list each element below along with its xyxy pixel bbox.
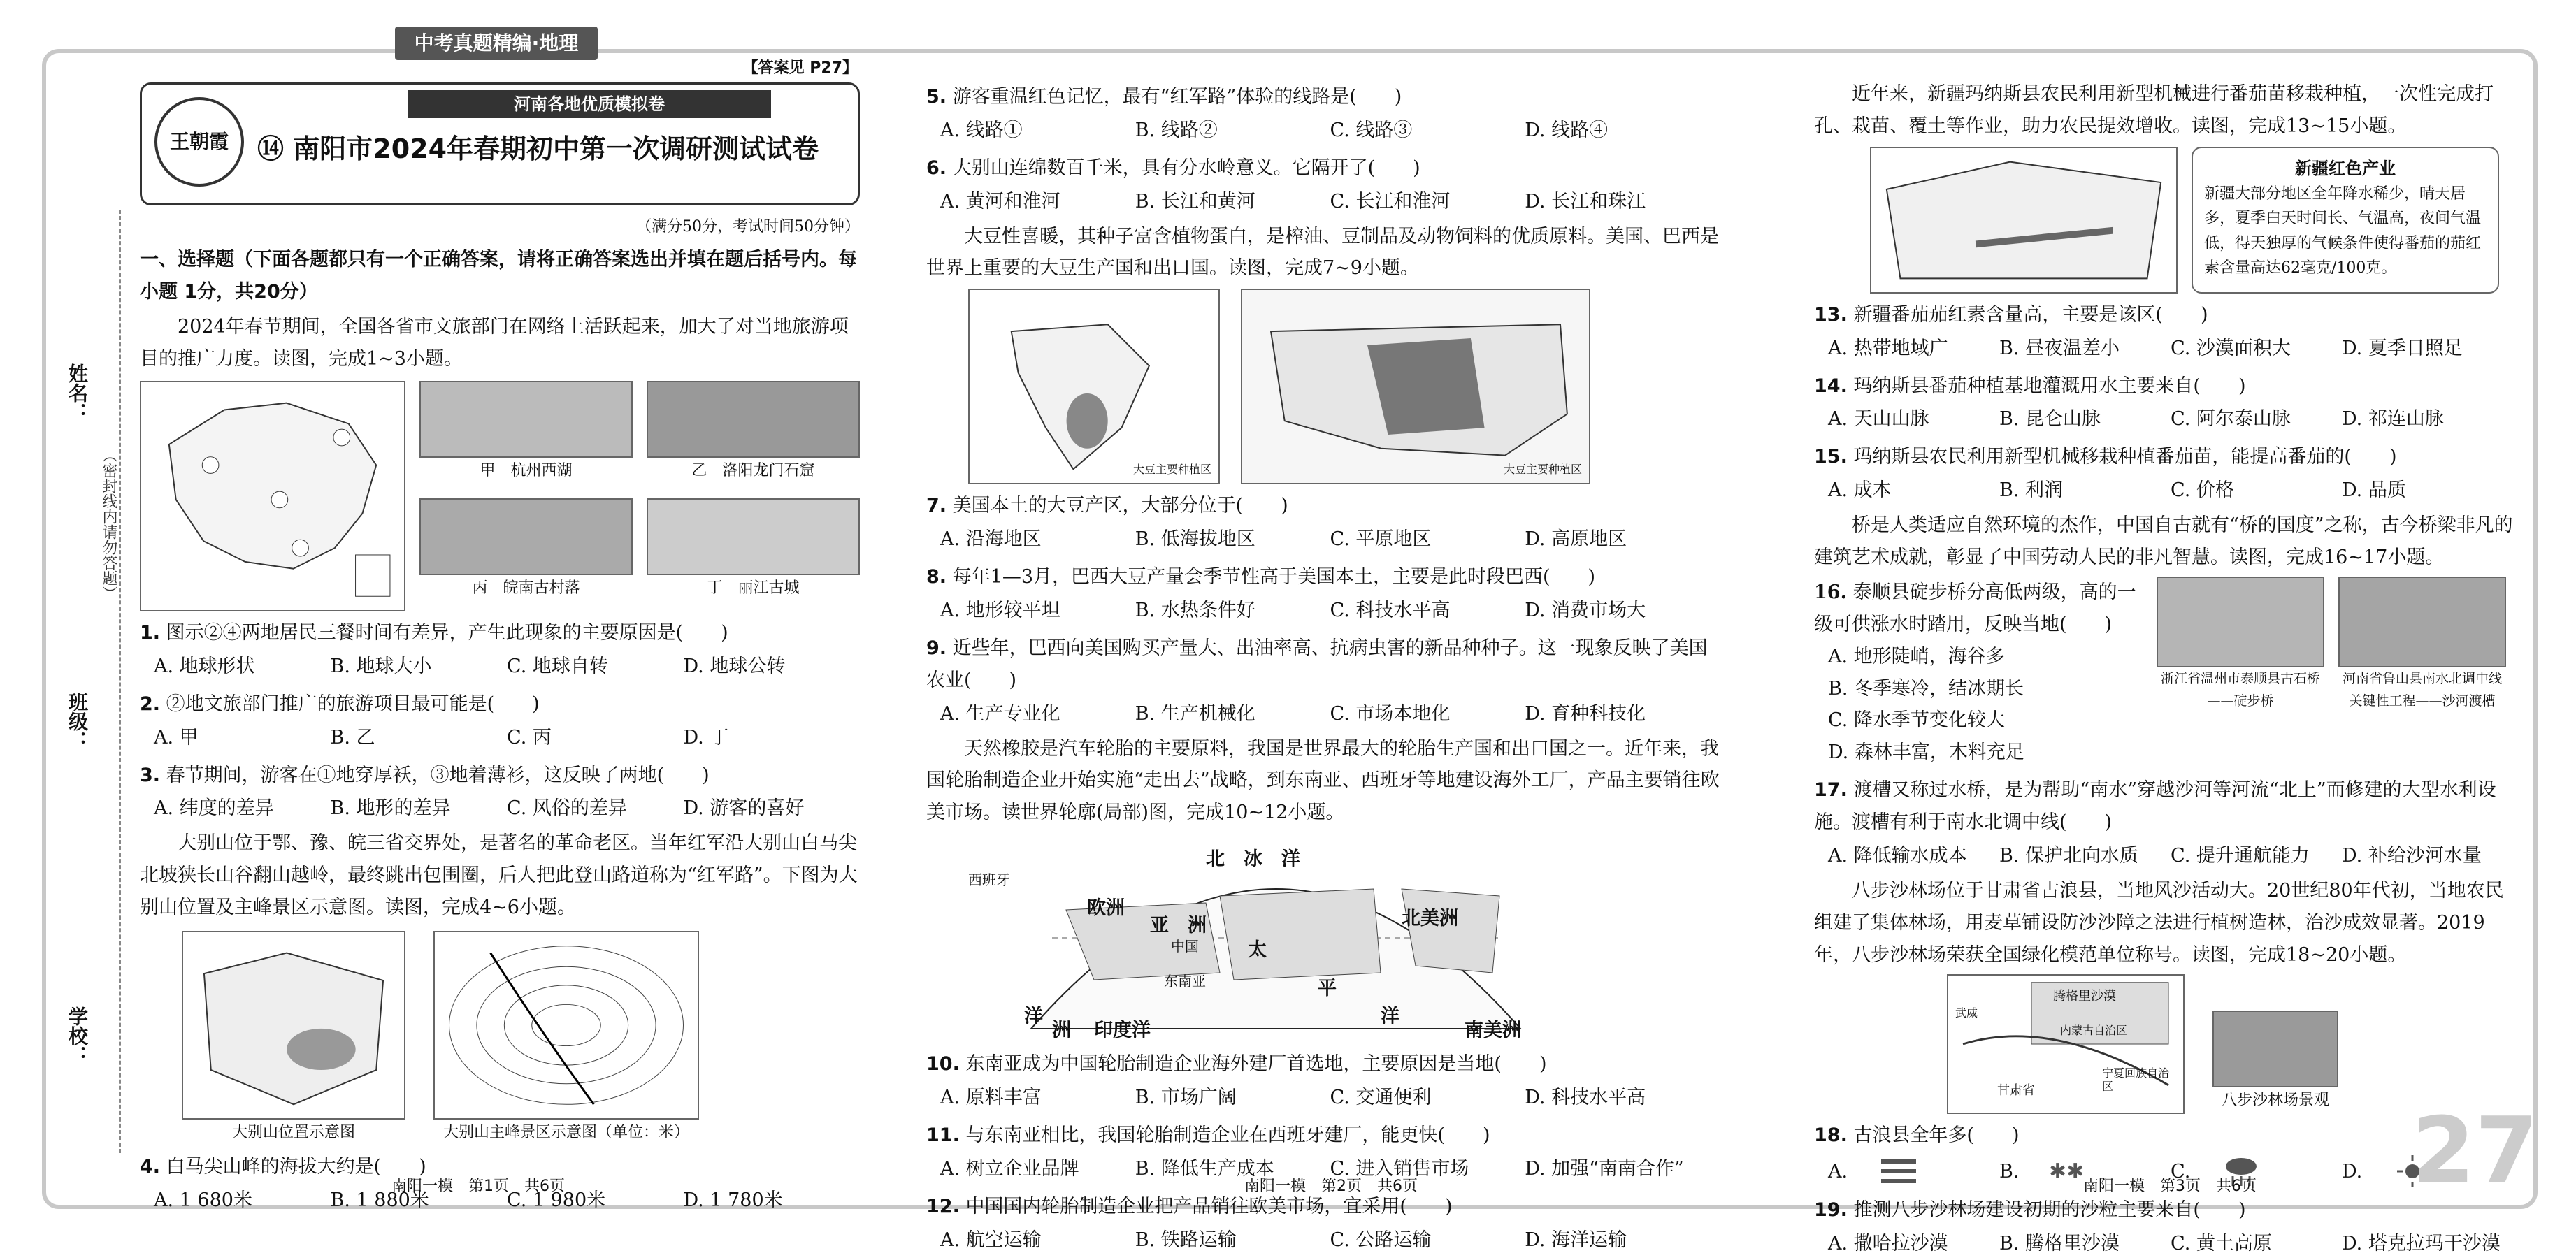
logo: 王朝霞 — [154, 97, 244, 187]
figure-dabie — [140, 931, 860, 1145]
intro-6: 桥是人类适应自然环境的杰作，中国自古就有“桥的国度”之称，古今桥梁非凡的建筑艺术成就，彰显了中国劳动人民的非凡智慧。读图，完成16~17小题。 — [1814, 514, 2513, 569]
figure-soybean — [926, 289, 1720, 484]
label-namerica: 北美洲 — [1402, 908, 1458, 930]
bridge-photos — [2157, 577, 2513, 769]
question-15: 15. 玛纳斯县农民利用新型机械移栽种植番茄苗，能提高番茄的( ) A. 成本 B. 利润 C. 价格 D. 品质 — [1814, 446, 2406, 502]
intro-3: 大豆性喜暖，其种子富含植物蛋白，是榨油、豆制品及动物饲料的优质原料。美国、巴西是世界上重要的大豆生产国和出口国。读图，完成7~9小题。 — [926, 225, 1719, 280]
column-3 — [1814, 75, 2513, 1260]
question-14: 14. 玛纳斯县番茄种植基地灌溉用水主要来自( ) A. 天山山脉 B. 昆仑山脉 C. 阿尔泰山脉 D. 祁连山脉 — [1814, 375, 2444, 430]
world-map — [968, 833, 1541, 1043]
info-box: 新疆红色产业 新疆大部分地区全年降水稀少，晴天居多，夏季白天时间长、气温高，夜间气温低，得天独厚的气候条件使得番茄的茄红素含量高达62毫克/100克。 — [2192, 147, 2499, 294]
label-pacific-3: 洋 — [1381, 1006, 1399, 1028]
series-title: 中考真题精编·地理 — [395, 27, 598, 60]
bridge-photo-2: 河南省鲁山县南水北调中线关键性工程——沙河渡槽 — [2338, 577, 2506, 769]
figure-xinjiang — [1814, 147, 2513, 294]
photo-bing: 丙 皖南古村落 — [419, 498, 633, 611]
question-10: 10. 东南亚成为中国轮胎制造企业海外建厂首选地，主要原因是当地( ) A. 原料丰富 B. 市场广阔 C. 交通便利 D. 科技水平高 — [926, 1053, 1646, 1109]
babusha-map: 腾格里沙漠 内蒙古自治区 甘肃省 宁夏回族自治区 武威 — [1947, 974, 2185, 1114]
exam-title-text: 南阳市2024年春期初中第一次调研测试试卷 — [293, 133, 819, 164]
question-7: 7. 美国本土的大豆产区，大部分位于( ) A. 沿海地区 B. 低海拔地区 C. 平原地区 D. 高原地区 — [926, 495, 1627, 551]
intro-1: 2024年春节期间，全国各省市文旅部门在网络上活跃起来，加大了对当地旅游项目的推广力度。读图，完成1~3小题。 — [140, 316, 849, 370]
name-label: 姓名： — [66, 363, 89, 422]
seal-line — [119, 210, 121, 1153]
footer-page-3: 南阳一模 第3页 共6页 — [2083, 1178, 2257, 1195]
question-13: 13. 新疆番茄茄红素含量高，主要是该区( ) A. 热带地域广 B. 昼夜温差小 C. 沙漠面积大 D. 夏季日照足 — [1814, 303, 2463, 359]
question-19: 19. 推测八步沙林场建设初期的沙粒主要来自( ) A. 撒哈拉沙漠 B. 腾格里沙漠 C. 黄土高原 D. 塔克拉玛干沙漠 — [1814, 1199, 2501, 1255]
school-label: 学校： — [66, 1006, 89, 1065]
question-12: 12. 中国国内轮胎制造企业把产品销往欧美市场，宜采用( ) A. 航空运输 B. 铁路运输 C. 公路运输 D. 海洋运输 — [926, 1195, 1627, 1251]
question-1: 1. 图示②④两地居民三餐时间有差异，产生此现象的主要原因是( ) A. 地球形状 B. 地球大小 C. 地球自转 D. 地球公转 — [140, 621, 786, 677]
column-2 — [926, 75, 1720, 1257]
label-samerica: 南美洲 — [1465, 1020, 1521, 1042]
column-1 — [140, 59, 860, 1217]
question-18: 18. 古浪县全年多( ) A. B. ✱✱ C. D. — [1814, 1120, 2513, 1189]
figure-china-photos — [140, 381, 860, 611]
question-11: 11. 与东南亚相比，我国轮胎制造企业在西班牙建厂，能更快( ) A. 树立企业品牌 B. 降低生产成本 C. 进入销售市场 D. 加强“南南合作” — [926, 1124, 1684, 1180]
label-africa: 洲 — [1052, 1020, 1071, 1042]
page-number: 27 — [2412, 1097, 2538, 1203]
option-a-fog: A. — [1828, 1154, 1999, 1189]
photo-ding: 丁 丽江古城 — [647, 498, 860, 611]
binding-margin — [56, 210, 119, 1153]
photo-jia: 甲 杭州西湖 — [419, 381, 633, 494]
label-asia: 亚 洲 — [1150, 915, 1207, 937]
footer-page-2: 南阳一模 第2页 共6页 — [1244, 1178, 1418, 1195]
intro-2: 大别山位于鄂、豫、皖三省交界处，是著名的革命老区。当年红军沿大别山白马尖北坡狭长山谷翻山越岭，最终跳出包围圈，后人把此登山路道称为“红军路”。下图为大别山位置及主峰景区示意图。读图，完成4~6小题。 — [140, 832, 858, 919]
label-indian: 印度洋 — [1094, 1020, 1151, 1042]
label-china: 中国 — [1171, 938, 1199, 955]
question-5: 5. 游客重温红色记忆，最有“红军路”体验的线路是( ) A. 线路① B. 线路② C. 线路③ D. 线路④ — [926, 86, 1609, 141]
label-europe: 欧洲 — [1087, 897, 1125, 920]
section-heading: 一、选择题（下面各题都只有一个正确答案，请将正确答案选出并填在题后括号内。每小题 1分，共20分） — [140, 249, 857, 303]
label-arctic: 北 冰 洋 — [1206, 848, 1300, 871]
question-17: 17. 渡槽又称过水桥，是为帮助“南水”穿越沙河等河流“北上”而修建的大型水利设施。渡槽有利于南水北调中线( ) A. 降低输水成本 B. 保护北向水质 C. 提升通航能力 D. 补给沙河水量 — [1814, 779, 2496, 867]
brazil-map: 大豆主要种植区 — [968, 289, 1220, 484]
usa-map: 大豆主要种植区 — [1241, 289, 1590, 484]
class-label: 班级： — [66, 692, 89, 751]
seal-note: （密封线内请勿答题） — [100, 447, 117, 601]
option-b-snow: B. ✱✱ — [1999, 1154, 2171, 1189]
svg-text:✱✱: ✱✱ — [2049, 1159, 2085, 1185]
question-4: 4. 白马尖山峰的海拔大约是( ) A. 1 680米 B. 1 880米 C. 1 980米 D. 1 780米 — [140, 1156, 783, 1212]
photo-yi: 乙 洛阳龙门石窟 — [647, 381, 860, 494]
question-9: 9. 近些年，巴西向美国购买产量大、出油率高、抗病虫害的新品种种子。这一现象反映了美国农业( ) A. 生产专业化 B. 生产机械化 C. 市场本地化 D. 育种科技化 — [926, 637, 1708, 725]
label-pacific-1: 太 — [1248, 939, 1267, 962]
china-map — [140, 381, 405, 611]
exam-title — [257, 126, 819, 172]
label-spain: 西班牙 — [968, 871, 1010, 889]
intro-5: 近年来，新疆玛纳斯县农民利用新型机械进行番茄苗移栽种植，一次性完成打孔、栽苗、覆土等作业，助力农民提效增收。读图，完成13~15小题。 — [1814, 83, 2494, 137]
intro-4: 天然橡胶是汽车轮胎的主要原料，我国是世界最大的轮胎生产国和出口国之一。近年来，我国轮胎制造企业开始实施“走出去”战略，到东南亚、西班牙等地建设海外工厂，产品主要销往欧美市场。读世界轮廓(局部)图，完成10~12小题。 — [926, 737, 1720, 824]
footer-page-1: 南阳一模 第1页 共6页 — [391, 1178, 565, 1195]
question-16: 16. 泰顺县碇步桥分高低两级，高的一级可供涨水时踏用，反映当地( ) A. 地形陡峭，海谷多 B. 冬季寒冷，结冰期长 C. 降水季节变化较大 D. 森林丰富，木料充足 — [1814, 581, 2136, 764]
xinjiang-map — [1870, 147, 2178, 294]
banner: 河南各地优质模拟卷 — [408, 90, 771, 118]
dabie-peak-map: 大别山主峰景区示意图（单位：米） — [433, 931, 699, 1145]
intro-7: 八步沙林场位于甘肃省古浪县，当地风沙活动大。20世纪80年代初，当地农民组建了集体林场，用麦草铺设防沙沙障之法进行植树造林，治沙成效显著。2019年，八步沙林场荣获全国绿化模范单位称号。读图，完成18~20小题。 — [1814, 879, 2504, 966]
question-6: 6. 大别山连绵数百千米，具有分水岭意义。它隔开了( ) A. 黄河和淮河 B. 长江和黄河 C. 长江和淮河 D. 长江和珠江 — [926, 157, 1646, 212]
question-8: 8. 每年1—3月，巴西大豆产量会季节性高于美国本土，主要是此时段巴西( ) A. 地形较平坦 B. 水热条件好 C. 科技水平高 D. 消费市场大 — [926, 566, 1646, 622]
label-sea: 东南亚 — [1164, 973, 1206, 990]
label-atlantic: 洋 — [1024, 1006, 1043, 1028]
bridge-photo-1: 浙江省温州市泰顺县古石桥——碇步桥 — [2157, 577, 2324, 769]
exam-number: ⑭ — [257, 133, 285, 164]
photo-grid — [419, 381, 860, 611]
question-2: 2. ②地文旅部门推广的旅游项目最可能是( ) A. 甲 B. 乙 C. 丙 D. 丁 — [140, 693, 729, 748]
option-c-rain: C. — [2171, 1154, 2342, 1189]
fog-icon — [1878, 1154, 1920, 1189]
option-d-sun: D. — [2342, 1154, 2513, 1189]
bridge-block — [1814, 577, 2513, 769]
exam-header — [140, 59, 860, 205]
dabie-location-map: 大别山位置示意图 — [182, 931, 405, 1145]
score-note: （满分50分，考试时间50分钟） — [636, 218, 860, 236]
label-pacific-2: 平 — [1318, 978, 1337, 1000]
babusha-photo: 八步沙林场景观 — [2212, 1011, 2338, 1113]
answer-ref: 【答案见 P27】 — [742, 59, 858, 77]
question-3: 3. 春节期间，游客在①地穿厚袄，③地着薄衫，这反映了两地( ) A. 纬度的差异 B. 地形的差异 C. 风俗的差异 D. 游客的喜好 — [140, 764, 805, 820]
figure-babusha — [1814, 974, 2513, 1114]
